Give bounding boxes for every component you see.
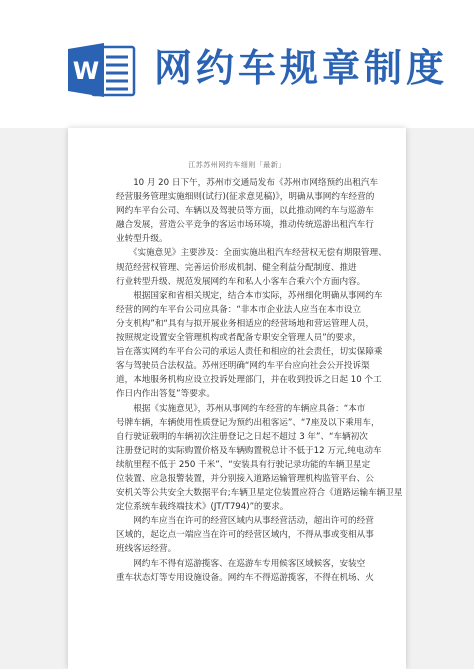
word-document-icon (66, 41, 136, 99)
text-line: 位装置、应急报警装置，并分别接入道路运输管理机构监管平台、公 (116, 473, 374, 484)
banner-title: 网约车规章制度 (154, 46, 449, 90)
text-line: 分支机构”和“具有与拟开展业务相适应的经营场地和营运管理人员， (116, 318, 375, 329)
text-line: 班线客运经营。 (116, 544, 177, 555)
text-line: 融合发展，营造公平竞争的客运市场环境，推动传统巡游出租汽车行 (116, 220, 374, 231)
document-page (68, 128, 406, 669)
text-line: 安机关等公共安全大数据平台;车辆卫星定位装置应符合《道路运输车辆卫星 (116, 488, 403, 499)
text-line: 经营的网约车平台公司应具备：“非本市企业法人应当在本市设立 (116, 304, 362, 315)
paragraph (116, 246, 387, 288)
banner (0, 0, 474, 130)
text-line: 区域的，起讫点一端应当在许可的经营区域内，不得从事或变相从事 (116, 530, 374, 541)
text-line: 网约车应当在许可的经营区域内从事经营活动，超出许可的经营 (116, 516, 374, 527)
text-line: 续航里程不低于 250 千米”、“安装具有行驶记录功能的车辆卫星定 (116, 459, 371, 470)
text-line: 按照规定设置安全管理机构或者配备专职安全管理人员”的要求， (116, 333, 362, 344)
text-line: 道，本地服务机构应设立投诉处理部门，并在收到投诉之日起 10 个工 (116, 375, 382, 386)
text-line: 根据国家和省相关规定，结合本市实际，苏州细化明确从事网约车 (116, 290, 383, 301)
text-line: 自行驶证载明的车辆初次注册登记之日起不超过 3 年”、“车辆初次 (116, 431, 368, 442)
text-line: 根据《实施意见》，苏州从事网约车经营的车辆应具备：“本市 (116, 403, 366, 414)
paragraph (116, 176, 379, 246)
text-line: 行业转型升级、规范发展网约车和私人小客车合乘六个方面内容。 (116, 276, 366, 287)
text-line: 《实施意见》主要涉及：全面实施出租汽车经营权无偿有期限管理、 (116, 248, 387, 259)
text-line: 注册登记时的实际购置价格及车辆购置税总计不低于12 万元,纯电动车 (116, 445, 382, 456)
text-line: 旨在落实网约车平台公司的承运人责任和相应的社会责任，切实保障乘 (116, 347, 383, 358)
document-area (0, 128, 474, 669)
text-line: 客与驾驶员合法权益。苏州还明确“网约车平台应向社会公开投诉渠 (116, 361, 370, 372)
text-line: 定位系统车载终端技术》(JT/T794)”的要求。 (116, 502, 289, 513)
text-line: 规范经营权管理、完善运价形成机制、健全利益分配制度、推进 (116, 262, 357, 273)
text-line: 网约车平台公司、车辆以及驾驶员等方面，以此推动网约车与巡游车 (116, 206, 374, 217)
app-letter: W (72, 57, 100, 85)
paragraph (116, 402, 403, 515)
document-body (116, 176, 403, 585)
text-line: 经营服务管理实施细则(试行)(征求意见稿)》，明确从事网约车经营的 (116, 192, 375, 203)
text-line: 网约车不得有巡游揽客、在巡游车专用候客区域候客，安装空 (116, 558, 366, 569)
text-line: 业转型升级。 (116, 234, 168, 245)
text-line: 号牌车辆，车辆使用性质登记为预约出租客运”、“7座及以下乘用车， (116, 417, 380, 428)
text-line: 重车状态灯等专用设施设备。网约车不得巡游揽客，不得在机场、火 (116, 572, 374, 583)
document-title: 江苏苏州网约车细则「最新」 (188, 161, 286, 169)
text-line: 10 月 20 日下午，苏州市交通局发布《苏州市网络预约出租汽车 (116, 178, 379, 188)
paragraph (116, 289, 383, 402)
text-line: 作日内作出答复”等要求。 (116, 389, 215, 400)
paragraph (116, 514, 374, 584)
